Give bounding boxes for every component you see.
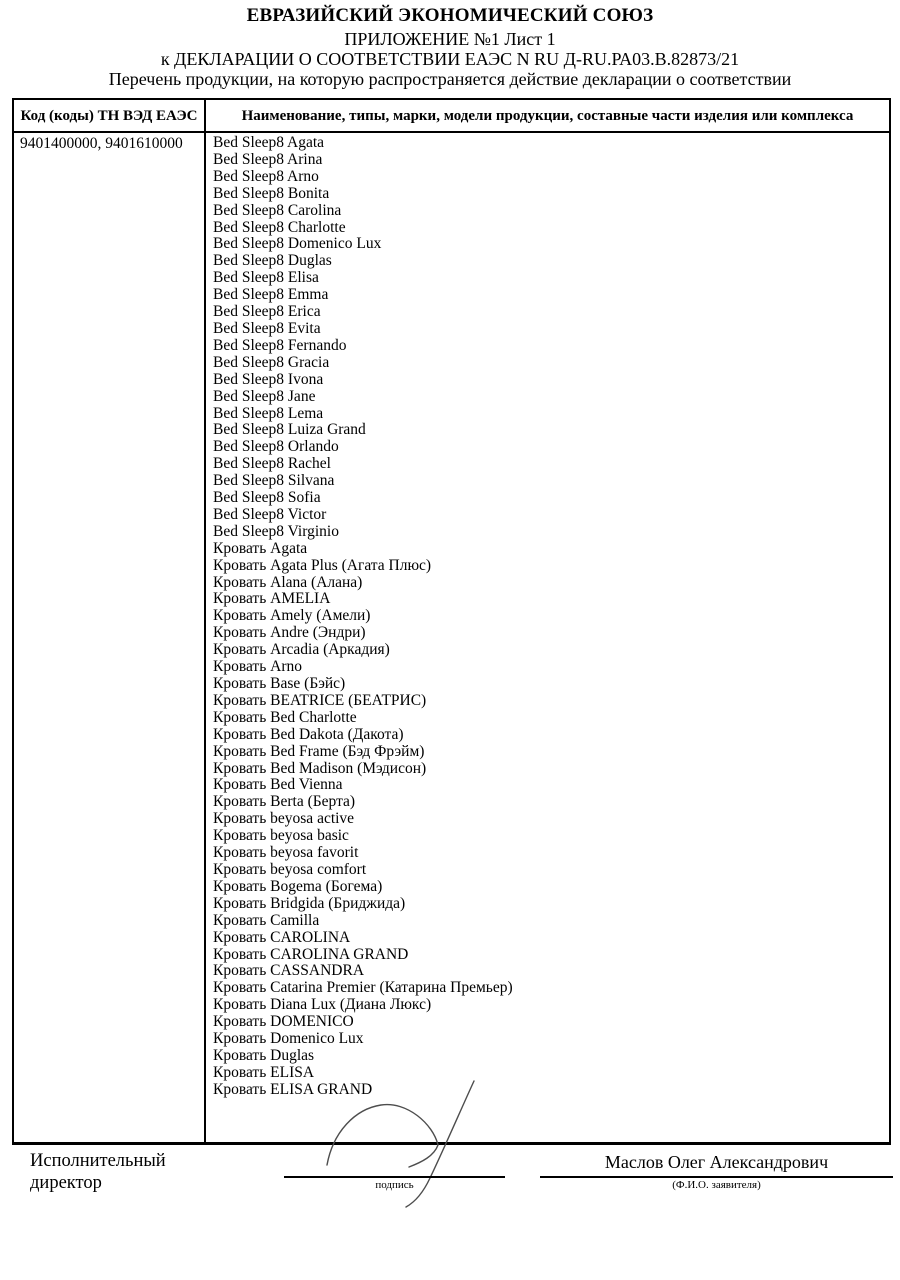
product-item: Кровать Camilla xyxy=(213,911,320,929)
product-item: Bed Sleep8 Agata xyxy=(213,134,325,151)
product-item: Bed Sleep8 Arina xyxy=(213,150,323,168)
product-item: Bed Sleep8 Lema xyxy=(213,404,324,422)
product-item: Bed Sleep8 Gracia xyxy=(213,353,330,371)
product-item: Bed Sleep8 Evita xyxy=(213,319,321,337)
product-item: Bed Sleep8 Sofia xyxy=(213,489,321,507)
product-item: Кровать Base (Бэйс) xyxy=(213,675,346,692)
table-row xyxy=(13,132,890,1143)
signature-caption: подпись xyxy=(375,1179,414,1191)
product-item: Кровать BEATRICE (БЕАТРИС) xyxy=(213,691,427,709)
product-item: Кровать CAROLINA xyxy=(213,928,351,946)
product-item: Кровать Amely (Амели) xyxy=(213,607,371,625)
product-item: Кровать Bridgida (Бриджида) xyxy=(213,894,406,912)
product-item: Кровать Bed Vienna xyxy=(213,776,343,794)
product-item: Bed Sleep8 Luiza Grand xyxy=(213,421,366,439)
product-list-cell xyxy=(205,132,890,1143)
applicant-name-caption: (Ф.И.О. заявителя) xyxy=(672,1179,761,1191)
document-header xyxy=(0,0,900,89)
product-item: Кровать Duglas xyxy=(213,1046,315,1064)
product-item: Bed Sleep8 Fernando xyxy=(213,336,347,354)
product-item: Кровать DOMENICO xyxy=(213,1013,354,1031)
product-item: Bed Sleep8 Duglas xyxy=(213,252,332,270)
product-item: Кровать Andre (Эндри) xyxy=(213,624,366,642)
product-item: Bed Sleep8 Arno xyxy=(213,167,319,185)
product-table xyxy=(12,98,891,1145)
product-item: Кровать CASSANDRA xyxy=(213,962,365,980)
product-item: Кровать Domenico Lux xyxy=(213,1030,364,1048)
product-item: Кровать Agata xyxy=(213,539,308,557)
product-list xyxy=(213,135,887,1099)
product-item: Кровать AMELIA xyxy=(213,590,331,608)
product-item: Bed Sleep8 Silvana xyxy=(213,472,335,490)
product-item: Кровать Bed Dakota (Дакота) xyxy=(213,725,404,743)
product-item: Кровать ELISA GRAND xyxy=(213,1080,373,1098)
product-item: Bed Sleep8 Virginio xyxy=(213,522,339,540)
product-item: Кровать beyosa comfort xyxy=(213,860,367,878)
product-item: Кровать beyosa basic xyxy=(213,827,349,845)
product-item: Bed Sleep8 Carolina xyxy=(213,201,342,219)
product-item: Bed Sleep8 Bonita xyxy=(213,184,330,202)
applicant-name: Маслов Олег Александрович xyxy=(604,1152,829,1172)
product-item: Bed Sleep8 Erica xyxy=(213,303,321,321)
declaration-number-line: к ДЕКЛАРАЦИИ О СООТВЕТСТВИИ ЕАЭС N RU Д-RU.РА03.В.82873/21 xyxy=(160,49,740,69)
product-item: Кровать CAROLINA GRAND xyxy=(213,945,409,963)
appendix-line: ПРИЛОЖЕНИЕ №1 Лист 1 xyxy=(344,29,556,49)
product-item: Кровать Bed Frame (Бэд Фрэйм) xyxy=(213,742,425,760)
product-item: Кровать ELISA xyxy=(213,1063,315,1081)
tnved-code-cell: 9401400000, 9401610000 xyxy=(13,132,205,1143)
column-header-product-name: Наименование, типы, марки, модели продукции, составные части изделия или комплекса xyxy=(205,99,890,132)
table-header-row xyxy=(13,99,890,132)
product-item: Bed Sleep8 Ivona xyxy=(213,370,324,388)
product-item: Bed Sleep8 Victor xyxy=(213,505,327,523)
product-item: Bed Sleep8 Domenico Lux xyxy=(213,235,382,253)
product-item: Bed Sleep8 Charlotte xyxy=(213,218,346,236)
product-item: Bed Sleep8 Elisa xyxy=(213,269,319,287)
product-item: Кровать Diana Lux (Диана Люкс) xyxy=(213,996,432,1014)
signer-position: Исполнительный директор xyxy=(30,1151,166,1193)
product-item: Bed Sleep8 Orlando xyxy=(213,438,339,456)
product-item: Кровать Berta (Берта) xyxy=(213,793,356,811)
product-item: Кровать Bed Madison (Мэдисон) xyxy=(213,759,427,777)
product-item: Кровать Agata Plus (Агата Плюс) xyxy=(213,556,432,574)
product-item: Кровать Alana (Алана) xyxy=(213,573,363,591)
product-item: Bed Sleep8 Jane xyxy=(213,387,316,405)
product-list-description: Перечень продукции, на которую распространяется действие декларации о соответствии xyxy=(108,69,792,89)
product-item: Кровать Catarina Premier (Катарина Премьер) xyxy=(213,979,513,997)
product-item: Кровать Bed Charlotte xyxy=(213,708,357,726)
product-item: Кровать beyosa favorit xyxy=(213,844,359,862)
product-item: Кровать Arno xyxy=(213,658,303,676)
product-item: Кровать Bogema (Богема) xyxy=(213,877,383,895)
column-header-tnved-code: Код (коды) ТН ВЭД ЕАЭС xyxy=(13,99,205,132)
applicant-name-line xyxy=(540,1176,893,1178)
product-item: Кровать beyosa active xyxy=(213,810,355,828)
product-item: Bed Sleep8 Rachel xyxy=(213,455,331,473)
product-item: Bed Sleep8 Emma xyxy=(213,286,329,304)
document-title: ЕВРАЗИЙСКИЙ ЭКОНОМИЧЕСКИЙ СОЮЗ xyxy=(246,5,654,26)
product-item: Кровать Arcadia (Аркадия) xyxy=(213,641,390,659)
signature-line xyxy=(284,1176,505,1178)
